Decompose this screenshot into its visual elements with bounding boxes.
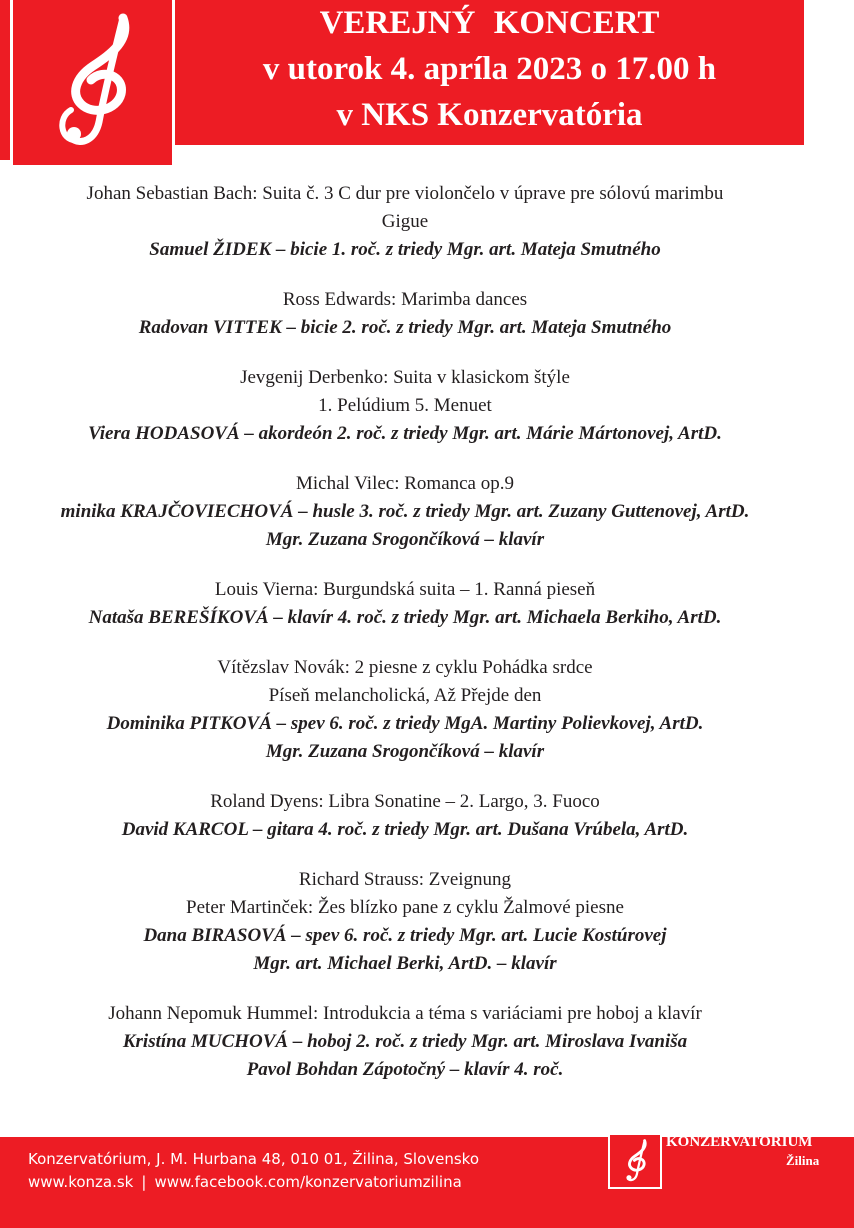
logo xyxy=(10,0,175,168)
program-item xyxy=(0,286,810,342)
program-item xyxy=(0,470,810,554)
program-item xyxy=(0,180,810,264)
heading-date: v utorok 4. apríla 2023 o 17.00 h xyxy=(262,51,717,87)
program-item xyxy=(0,1000,810,1084)
work-title: Johan Sebastian Bach: Suita č. 3 C dur pre violončelo v úprave pre sólovú marimbu xyxy=(86,183,724,204)
heading-title: VEREJNÝ KONCERT xyxy=(319,5,660,41)
performer-line: Mgr. Zuzana Srogončíková – klavír xyxy=(265,741,545,762)
program-item xyxy=(0,654,810,766)
work-title: Michal Vilec: Romanca op.9 xyxy=(295,473,514,494)
performer-line: Dominika PITKOVÁ – spev 6. roč. z triedy MgA. Martiny Polievkovej, ArtD. xyxy=(106,713,704,734)
work-title: 1. Pelúdium 5. Menuet xyxy=(318,395,492,416)
treble-clef-icon xyxy=(617,1138,655,1186)
performer-line: Viera HODASOVÁ – akordeón 2. roč. z triedy Mgr. art. Márie Mártonovej, ArtD. xyxy=(88,423,722,444)
footer xyxy=(0,1134,854,1228)
performer-line: Pavol Bohdan Zápotočný – klavír 4. roč. xyxy=(246,1059,564,1080)
footer-city: Žilina xyxy=(786,1153,820,1168)
performer-line: Mgr. art. Michael Berki, ArtD. – klavír xyxy=(253,953,557,974)
performer-line: Dana BIRASOVÁ – spev 6. roč. z triedy Mgr. art. Lucie Kostúrovej xyxy=(143,925,667,946)
footer-address: Konzervatórium, J. M. Hurbana 48, 010 01, Žilina, Slovensko xyxy=(28,1150,480,1168)
program-list xyxy=(0,180,810,1084)
performer-line: Kristína MUCHOVÁ – hoboj 2. roč. z triedy Mgr. art. Miroslava Ivaniša xyxy=(122,1031,688,1052)
facebook-link[interactable]: www.facebook.com/konzervatoriumzilina xyxy=(154,1173,462,1191)
performer-line: David KARCOL – gitara 4. roč. z triedy Mgr. art. Dušana Vrúbela, ArtD. xyxy=(121,819,689,840)
footer-links xyxy=(28,1171,479,1194)
program-item xyxy=(0,576,810,632)
program-item xyxy=(0,788,810,844)
work-title: Jevgenij Derbenko: Suita v klasickom štýle xyxy=(240,367,570,388)
work-title: Ross Edwards: Marimba dances xyxy=(282,289,528,310)
performer-line: minika KRAJČOVIECHOVÁ – husle 3. roč. z triedy Mgr. art. Zuzany Guttenovej, ArtD. xyxy=(60,501,750,522)
work-title: Louis Vierna: Burgundská suita – 1. Ranná pieseň xyxy=(214,579,596,600)
work-title: Vítězslav Novák: 2 piesne z cyklu Pohádka srdce xyxy=(217,657,593,678)
work-title: Píseň melancholická, Až Přejde den xyxy=(268,685,542,706)
work-title: Peter Martinček: Žes blízko pane z cyklu Žalmové piesne xyxy=(186,897,624,918)
program-item xyxy=(0,866,810,978)
work-title: Roland Dyens: Libra Sonatine – 2. Largo, 3. Fuoco xyxy=(210,791,600,812)
header-band-edge xyxy=(0,145,10,160)
performer-line: Radovan VITTEK – bicie 2. roč. z triedy Mgr. art. Mateja Smutného xyxy=(138,317,672,338)
footer-logo xyxy=(608,1133,662,1189)
link-separator: | xyxy=(141,1173,147,1191)
heading-venue: v NKS Konzervatória xyxy=(336,97,643,133)
performer-line: Nataša BEREŠÍKOVÁ – klavír 4. roč. z triedy Mgr. art. Michaela Berkiho, ArtD. xyxy=(88,607,722,628)
footer-brand: KONZERVATÓRIUM xyxy=(666,1134,813,1150)
concert-heading xyxy=(175,0,804,138)
work-title: Gigue xyxy=(381,211,429,232)
work-title: Richard Strauss: Zveignung xyxy=(298,869,512,890)
website-link[interactable]: www.konza.sk xyxy=(28,1173,134,1191)
work-title: Johann Nepomuk Hummel: Introdukcia a téma s variáciami pre hoboj a klavír xyxy=(108,1003,702,1024)
performer-line: Samuel ŽIDEK – bicie 1. roč. z triedy Mgr. art. Mateja Smutného xyxy=(149,239,661,260)
treble-clef-icon xyxy=(41,10,151,160)
performer-line: Mgr. Zuzana Srogončíková – klavír xyxy=(265,529,545,550)
program-item xyxy=(0,364,810,448)
footer-contact xyxy=(28,1148,479,1194)
